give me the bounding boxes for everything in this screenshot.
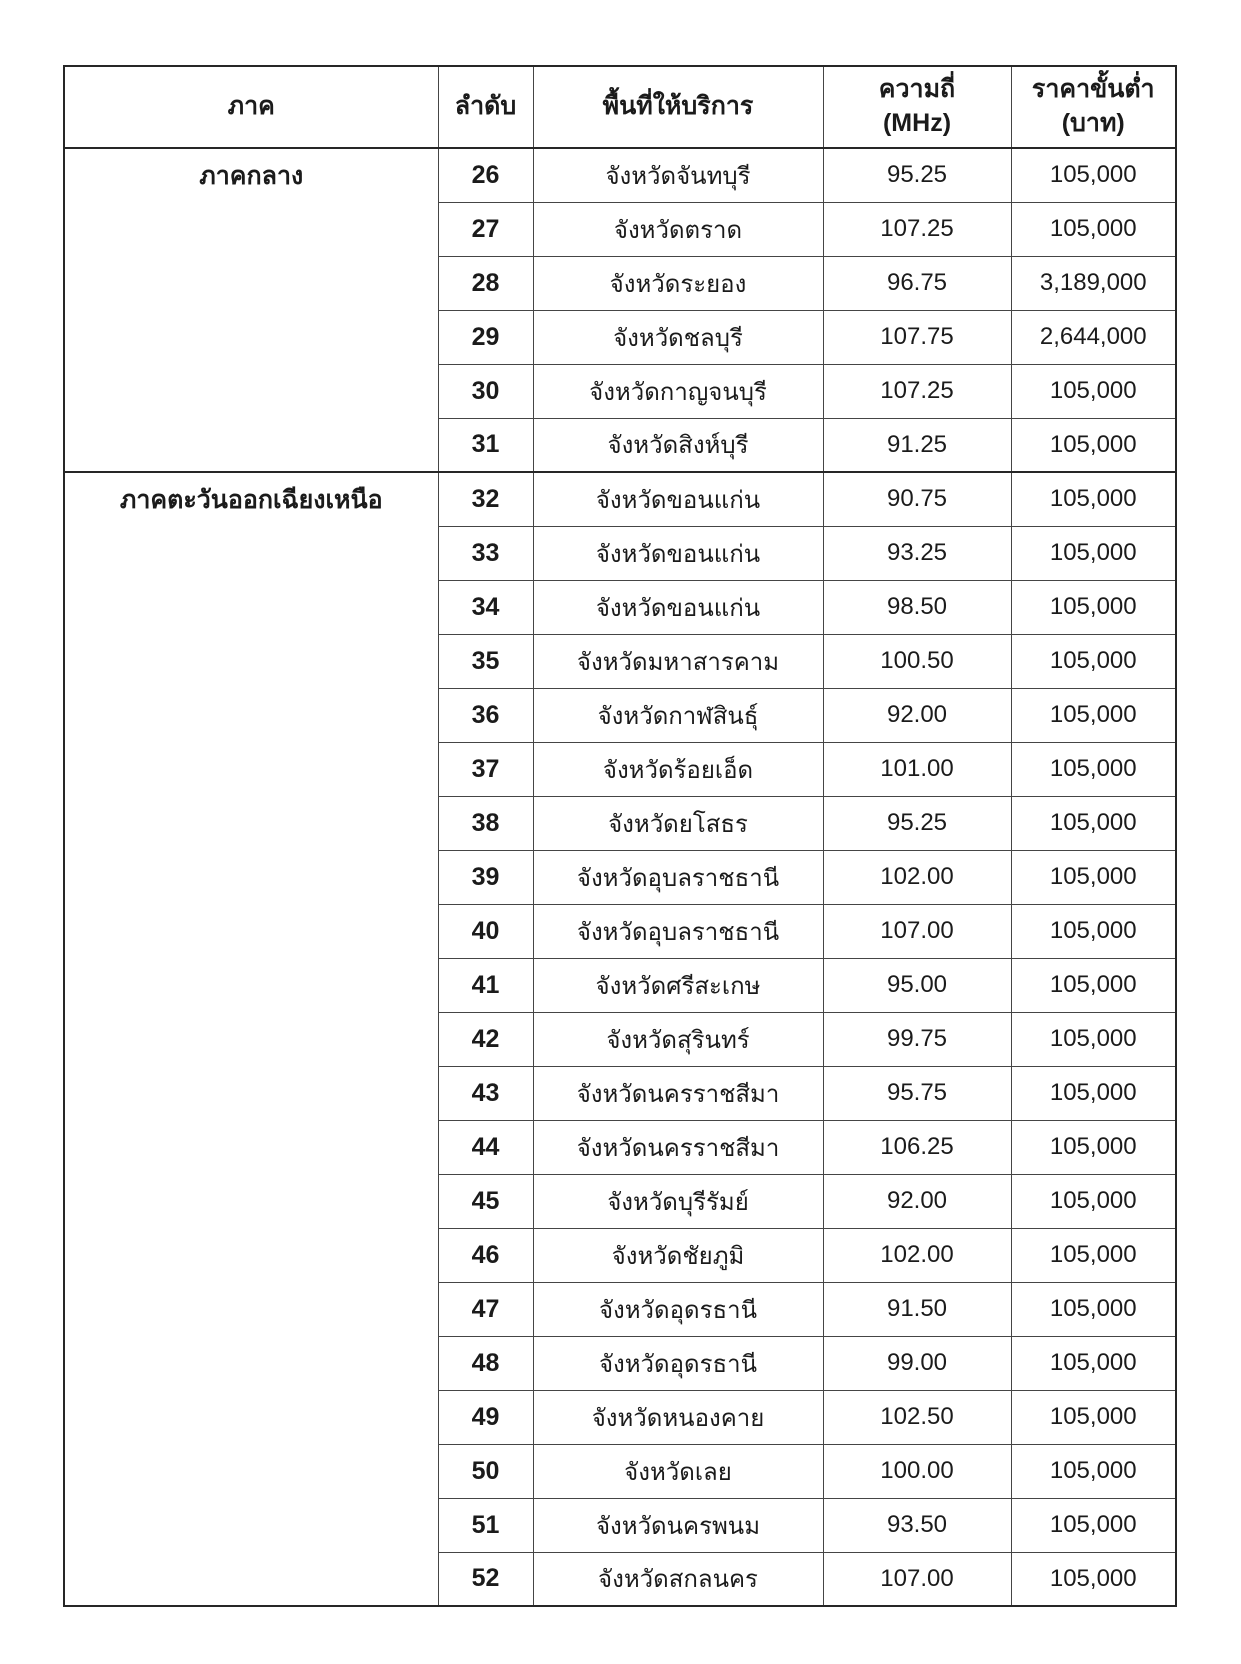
price-cell: 105,000 [1011,472,1176,526]
header-area-label: พื้นที่ให้บริการ [602,92,754,121]
frequency-cell: 93.50 [823,1498,1011,1552]
price-cell: 2,644,000 [1011,310,1176,364]
price-cell: 105,000 [1011,526,1176,580]
frequency-cell: 102.00 [823,1228,1011,1282]
price-cell: 105,000 [1011,1498,1176,1552]
frequency-cell: 107.00 [823,904,1011,958]
frequency-cell: 99.75 [823,1012,1011,1066]
order-cell: 28 [438,256,533,310]
price-cell: 105,000 [1011,688,1176,742]
order-cell: 40 [438,904,533,958]
area-cell: จังหวัดกาฬสินธุ์ [533,688,823,742]
area-cell: จังหวัดศรีสะเกษ [533,958,823,1012]
frequency-cell: 95.75 [823,1066,1011,1120]
region-label: ภาคกลาง [199,162,304,190]
frequency-cell: 98.50 [823,580,1011,634]
frequency-cell: 93.25 [823,526,1011,580]
price-cell: 105,000 [1011,1228,1176,1282]
area-cell: จังหวัดยโสธร [533,796,823,850]
price-cell: 105,000 [1011,580,1176,634]
frequency-cell: 96.75 [823,256,1011,310]
price-cell: 105,000 [1011,850,1176,904]
order-cell: 48 [438,1336,533,1390]
order-cell: 36 [438,688,533,742]
order-cell: 30 [438,364,533,418]
frequency-cell: 92.00 [823,688,1011,742]
order-cell: 49 [438,1390,533,1444]
frequency-cell: 91.25 [823,418,1011,472]
header-frequency-label: ความถี่ [878,75,956,104]
frequency-cell: 95.25 [823,148,1011,202]
area-cell: จังหวัดร้อยเอ็ด [533,742,823,796]
frequency-cell: 107.25 [823,202,1011,256]
order-cell: 32 [438,472,533,526]
frequency-cell: 91.50 [823,1282,1011,1336]
price-cell: 105,000 [1011,1552,1176,1606]
area-cell: จังหวัดระยอง [533,256,823,310]
table-row [64,472,1176,526]
price-cell: 105,000 [1011,364,1176,418]
table-row [64,148,1176,202]
frequency-cell: 107.00 [823,1552,1011,1606]
area-cell: จังหวัดสกลนคร [533,1552,823,1606]
area-cell: จังหวัดชัยภูมิ [533,1228,823,1282]
area-cell: จังหวัดนครราชสีมา [533,1120,823,1174]
frequency-cell: 107.75 [823,310,1011,364]
frequency-price-table [63,65,1177,1607]
price-cell: 105,000 [1011,1282,1176,1336]
frequency-cell: 107.25 [823,364,1011,418]
region-label: ภาคตะวันออกเฉียงเหนือ [119,486,383,514]
area-cell: จังหวัดบุรีรัมย์ [533,1174,823,1228]
header-price-unit: (บาท) [1061,109,1125,137]
area-cell: จังหวัดจันทบุรี [533,148,823,202]
area-cell: จังหวัดขอนแก่น [533,580,823,634]
price-cell: 105,000 [1011,958,1176,1012]
frequency-cell: 100.00 [823,1444,1011,1498]
price-cell: 105,000 [1011,1120,1176,1174]
frequency-cell: 106.25 [823,1120,1011,1174]
frequency-cell: 95.25 [823,796,1011,850]
header-price-label: ราคาขั้นต่ำ [1031,75,1155,104]
price-cell: 3,189,000 [1011,256,1176,310]
area-cell: จังหวัดมหาสารคาม [533,634,823,688]
price-cell: 105,000 [1011,1174,1176,1228]
price-cell: 105,000 [1011,202,1176,256]
area-cell: จังหวัดอุดรธานี [533,1336,823,1390]
order-cell: 52 [438,1552,533,1606]
price-cell: 105,000 [1011,796,1176,850]
header-region-label: ภาค [227,92,275,121]
header-order-label: ลำดับ [454,92,517,121]
order-cell: 26 [438,148,533,202]
price-cell: 105,000 [1011,1066,1176,1120]
frequency-cell: 92.00 [823,1174,1011,1228]
price-cell: 105,000 [1011,1444,1176,1498]
area-cell: จังหวัดสิงห์บุรี [533,418,823,472]
area-cell: จังหวัดหนองคาย [533,1390,823,1444]
order-cell: 41 [438,958,533,1012]
price-cell: 105,000 [1011,418,1176,472]
price-cell: 105,000 [1011,634,1176,688]
price-cell: 105,000 [1011,1336,1176,1390]
region-cell [64,472,438,1606]
order-cell: 39 [438,850,533,904]
frequency-cell: 90.75 [823,472,1011,526]
order-cell: 47 [438,1282,533,1336]
order-cell: 37 [438,742,533,796]
order-cell: 42 [438,1012,533,1066]
header-frequency-unit: (MHz) [882,109,952,137]
area-cell: จังหวัดเลย [533,1444,823,1498]
order-cell: 38 [438,796,533,850]
order-cell: 44 [438,1120,533,1174]
frequency-cell: 100.50 [823,634,1011,688]
table-body [64,148,1176,1606]
order-cell: 34 [438,580,533,634]
order-cell: 50 [438,1444,533,1498]
header-cell-region [64,66,438,148]
order-cell: 27 [438,202,533,256]
area-cell: จังหวัดตราด [533,202,823,256]
price-cell: 105,000 [1011,1012,1176,1066]
order-cell: 45 [438,1174,533,1228]
header-cell-price [1011,66,1176,148]
area-cell: จังหวัดอุบลราชธานี [533,850,823,904]
order-cell: 33 [438,526,533,580]
order-cell: 31 [438,418,533,472]
area-cell: จังหวัดกาญจนบุรี [533,364,823,418]
frequency-cell: 102.50 [823,1390,1011,1444]
header-cell-frequency [823,66,1011,148]
header-cell-area [533,66,823,148]
table-header-row [64,66,1176,148]
frequency-cell: 99.00 [823,1336,1011,1390]
price-cell: 105,000 [1011,742,1176,796]
order-cell: 46 [438,1228,533,1282]
order-cell: 29 [438,310,533,364]
frequency-cell: 95.00 [823,958,1011,1012]
area-cell: จังหวัดชลบุรี [533,310,823,364]
table-header [64,66,1176,148]
area-cell: จังหวัดอุบลราชธานี [533,904,823,958]
order-cell: 43 [438,1066,533,1120]
area-cell: จังหวัดขอนแก่น [533,472,823,526]
region-cell [64,148,438,472]
area-cell: จังหวัดสุรินทร์ [533,1012,823,1066]
area-cell: จังหวัดนครพนม [533,1498,823,1552]
header-cell-order [438,66,533,148]
order-cell: 51 [438,1498,533,1552]
area-cell: จังหวัดนครราชสีมา [533,1066,823,1120]
price-cell: 105,000 [1011,904,1176,958]
order-cell: 35 [438,634,533,688]
price-cell: 105,000 [1011,1390,1176,1444]
price-cell: 105,000 [1011,148,1176,202]
frequency-cell: 102.00 [823,850,1011,904]
area-cell: จังหวัดขอนแก่น [533,526,823,580]
frequency-cell: 101.00 [823,742,1011,796]
area-cell: จังหวัดอุดรธานี [533,1282,823,1336]
